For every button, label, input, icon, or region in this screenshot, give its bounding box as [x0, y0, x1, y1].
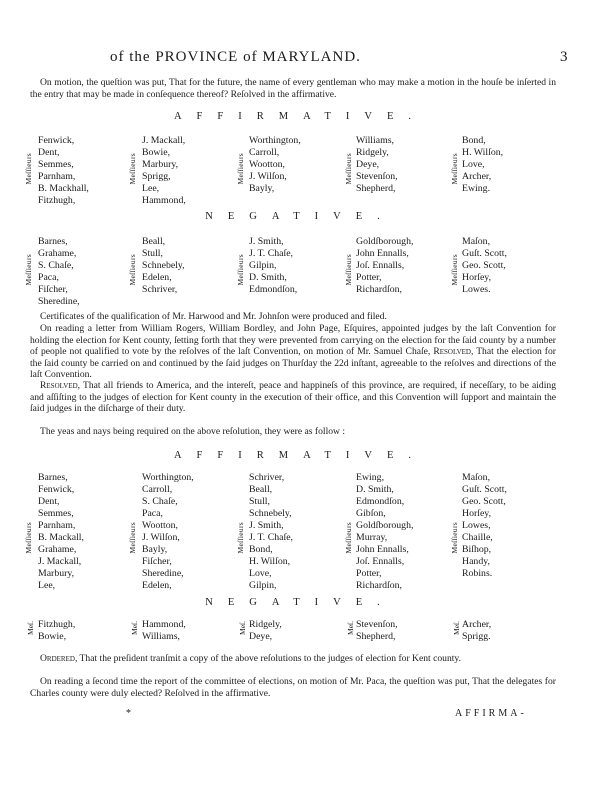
- name-entry: Potter,: [356, 272, 382, 283]
- name-entry: Edmondſon,: [356, 496, 405, 507]
- name-entry: Stevenſon,: [356, 619, 398, 630]
- messieurs-label: Meſſieurs: [236, 254, 245, 286]
- name-entry: J. Wilſon,: [249, 171, 287, 182]
- name-entry: John Ennalls,: [356, 248, 409, 259]
- name-entry: Worthington,: [249, 135, 301, 146]
- messieurs-label: Meſſieurs: [344, 522, 353, 554]
- name-entry: Fitzhugh,: [38, 195, 76, 206]
- heading-negative-1: NEGATIVE.: [205, 211, 395, 222]
- name-column: [38, 619, 75, 643]
- resolved-label: Resolved: [40, 380, 78, 391]
- mef-label: Meſ.: [346, 621, 355, 635]
- name-entry: Bayly,: [249, 183, 275, 194]
- messieurs-label: Meſſieurs: [128, 254, 137, 286]
- name-entry: Parnham,: [38, 520, 76, 531]
- name-entry: Dent,: [38, 496, 60, 507]
- name-entry: Williams,: [356, 135, 394, 146]
- messieurs-label: Meſſieurs: [450, 522, 459, 554]
- name-entry: Grahame,: [38, 248, 77, 259]
- name-column: [142, 236, 185, 296]
- paragraph-charles-county: On reading a ſecond time the report of the committee of elections, on motion of Mr. Paca, the queſtion was put, That the delegates for Charles county were duly elected? Reſolved in the affirmative.: [30, 676, 556, 699]
- name-entry: Potter,: [356, 568, 382, 579]
- name-column: [38, 135, 89, 207]
- name-entry: Schriver,: [249, 472, 285, 483]
- name-entry: Lee,: [142, 183, 160, 194]
- name-entry: H. Wilſon,: [249, 556, 291, 567]
- name-entry: Richardſon,: [356, 580, 402, 591]
- name-entry: Gibſon,: [356, 508, 386, 519]
- name-entry: Love,: [249, 568, 272, 579]
- messieurs-label: Meſſieurs: [24, 254, 33, 286]
- name-entry: Barnes,: [38, 236, 68, 247]
- name-entry: Edelen,: [142, 272, 172, 283]
- name-entry: S. Chaſe,: [38, 260, 74, 271]
- name-entry: Joſ. Ennalls,: [356, 260, 405, 271]
- name-entry: Murray,: [356, 532, 388, 543]
- name-entry: Shepherd,: [356, 183, 396, 194]
- name-entry: Richardſon,: [356, 284, 402, 295]
- name-entry: J. T. Chaſe,: [249, 248, 293, 259]
- messieurs-label: Meſſieurs: [450, 254, 459, 286]
- messieurs-label: Meſſieurs: [128, 153, 137, 185]
- messieurs-label: Meſſieurs: [344, 153, 353, 185]
- name-entry: Sheredine,: [38, 296, 80, 307]
- name-entry: Maſon,: [462, 236, 491, 247]
- name-entry: Goldſborough,: [356, 236, 414, 247]
- name-entry: Fiſcher,: [38, 284, 68, 295]
- name-entry: Deye,: [249, 631, 273, 642]
- name-entry: Edmondſon,: [249, 284, 298, 295]
- name-entry: Bond,: [462, 135, 486, 146]
- name-entry: Gilpin,: [249, 580, 277, 591]
- name-entry: Bayly,: [142, 544, 168, 555]
- name-entry: Joſ. Ennalls,: [356, 556, 405, 567]
- name-entry: Wootton,: [142, 520, 178, 531]
- name-entry: Parnham,: [38, 171, 76, 182]
- name-entry: Lowes.: [462, 284, 491, 295]
- name-entry: Stull,: [142, 248, 163, 259]
- name-entry: Fitzhugh,: [38, 619, 76, 630]
- name-entry: Archer,: [462, 619, 492, 630]
- name-entry: Maſon,: [462, 472, 491, 483]
- name-entry: Handy,: [462, 556, 490, 567]
- name-column: [462, 135, 503, 195]
- name-entry: Bowie,: [38, 631, 67, 642]
- name-entry: Goldſborough,: [356, 520, 414, 531]
- name-column: [249, 619, 282, 643]
- messieurs-label: Meſſieurs: [24, 153, 33, 185]
- name-column: [142, 619, 186, 643]
- name-column: [142, 472, 194, 592]
- name-entry: Bowie,: [142, 147, 171, 158]
- name-column: [356, 472, 413, 592]
- name-entry: John Ennalls,: [356, 544, 409, 555]
- name-column: [249, 135, 301, 195]
- messieurs-label: Meſſieurs: [236, 153, 245, 185]
- name-entry: Ewing.: [462, 183, 491, 194]
- name-entry: Schriver,: [142, 284, 178, 295]
- name-entry: Guſt. Scott,: [462, 248, 507, 259]
- messieurs-label: Meſſieurs: [236, 522, 245, 554]
- name-entry: Fiſcher,: [142, 556, 172, 567]
- name-entry: B. Mackhall,: [38, 183, 89, 194]
- name-entry: Worthington,: [142, 472, 194, 483]
- name-entry: D. Smith,: [356, 484, 394, 495]
- name-entry: B. Mackall,: [38, 532, 84, 543]
- name-entry: Schnebely,: [142, 260, 185, 271]
- page-number: 3: [560, 49, 568, 65]
- name-entry: J. Mackall,: [38, 556, 82, 567]
- name-entry: S. Chaſe,: [142, 496, 178, 507]
- name-entry: Guſt. Scott,: [462, 484, 507, 495]
- name-entry: Bond,: [249, 544, 273, 555]
- name-entry: Horſey,: [462, 272, 492, 283]
- name-entry: Stevenſon,: [356, 171, 398, 182]
- messieurs-label: Meſſieurs: [344, 254, 353, 286]
- heading-negative-2: NEGATIVE.: [205, 597, 395, 608]
- name-entry: Lee,: [38, 580, 56, 591]
- name-entry: Carroll,: [142, 484, 173, 495]
- name-entry: D. Smith,: [249, 272, 287, 283]
- name-entry: Grahame,: [38, 544, 77, 555]
- paragraph-text: , That all friends to America, and the intereſt, peace and happineſs of this province, are required, if neceſſary, to be aiding and aſſiſting to the judges of election for Kent county in the execution of their office, and this Convention will ſupport and maintain the ſaid judges in the diſcharge of their duty.: [30, 380, 556, 414]
- name-column: [38, 236, 80, 308]
- paragraph-text: On reading a letter from William Rogers, William Bordley, and John Page, Eſquires, appointed judges by the laſt Convention for holding the election for Kent county, ſetting forth that they were prevented from carrying on the election for the ſaid county by a number of people not qualified to vote by the reſolves of the laſt Convention, on motion of Mr. Samuel Chaſe,: [30, 323, 556, 357]
- name-column: [462, 236, 507, 296]
- name-entry: Williams,: [142, 631, 180, 642]
- heading-affirmative-2: AFFIRMATIVE.: [173, 450, 427, 461]
- name-entry: Shepherd,: [356, 631, 396, 642]
- mef-label: Meſ.: [130, 621, 139, 635]
- name-entry: Sprigg.: [462, 631, 491, 642]
- paragraph-kent-letter: [30, 323, 556, 381]
- paragraph-text: , That the preſident tranſmit a copy of the above reſolutions to the judges of election for Kent county.: [74, 653, 461, 664]
- name-entry: Lowes,: [462, 520, 491, 531]
- name-entry: J. T. Chaſe,: [249, 532, 293, 543]
- catchword: AFFIRMA-: [455, 708, 527, 719]
- name-entry: Marbury,: [142, 159, 179, 170]
- name-entry: J. Wilſon,: [142, 532, 180, 543]
- paragraph-certificates: Certificates of the qualification of Mr. Harwood and Mr. Johnſon were produced and filed.: [40, 311, 387, 322]
- name-column: [462, 619, 491, 643]
- mef-label: Meſ.: [238, 621, 247, 635]
- name-entry: H. Wilſon,: [462, 147, 504, 158]
- name-entry: Paca,: [142, 508, 163, 519]
- running-title: of the PROVINCE of MARYLAND.: [110, 49, 361, 65]
- name-entry: Gilpin,: [249, 260, 277, 271]
- name-entry: Wootton,: [249, 159, 285, 170]
- name-column: [249, 472, 293, 592]
- name-entry: Edelen,: [142, 580, 172, 591]
- name-entry: Fenwick,: [38, 484, 75, 495]
- name-entry: Sprigg,: [142, 171, 171, 182]
- name-column: [249, 236, 297, 296]
- name-entry: Ridgely,: [356, 147, 389, 158]
- name-entry: J. Smith,: [249, 520, 284, 531]
- name-entry: Carroll,: [249, 147, 280, 158]
- name-entry: Love,: [462, 159, 485, 170]
- name-entry: Barnes,: [38, 472, 68, 483]
- name-entry: Archer,: [462, 171, 492, 182]
- name-column: [462, 472, 507, 580]
- ordered-label: Ordered: [40, 653, 75, 664]
- paragraph-ordered: [30, 653, 556, 665]
- mef-label: Meſ.: [452, 621, 461, 635]
- messieurs-label: Meſſieurs: [128, 522, 137, 554]
- name-entry: Beall,: [142, 236, 166, 247]
- name-entry: Biſhop,: [462, 544, 492, 555]
- name-entry: Deye,: [356, 159, 380, 170]
- name-entry: J. Mackall,: [142, 135, 186, 146]
- name-entry: Paca,: [38, 272, 59, 283]
- name-entry: Schnebely,: [249, 508, 292, 519]
- mef-label: Meſ.: [26, 621, 35, 635]
- name-column: [38, 472, 84, 592]
- name-entry: Semmes,: [38, 508, 74, 519]
- name-entry: Semmes,: [38, 159, 74, 170]
- name-entry: J. Smith,: [249, 236, 284, 247]
- page-header: [0, 49, 600, 69]
- name-entry: Ewing,: [356, 472, 385, 483]
- name-entry: Sheredine,: [142, 568, 184, 579]
- name-entry: Ridgely,: [249, 619, 282, 630]
- name-entry: Fenwick,: [38, 135, 75, 146]
- heading-affirmative-1: AFFIRMATIVE.: [173, 111, 427, 122]
- paragraph-yeas-nays: The yeas and nays being required on the above reſolution, they were as follow :: [40, 426, 346, 437]
- name-entry: Geo. Scott,: [462, 260, 506, 271]
- paragraph-text: , That the election for the ſaid county be carried on and continued by the ſaid judges on Thurſday the 22d inſtant, agreeable to the reſolves and directions of the laſt Convention.: [30, 346, 556, 380]
- name-column: [356, 135, 398, 195]
- name-entry: Stull,: [249, 496, 270, 507]
- name-entry: Geo. Scott,: [462, 496, 506, 507]
- name-column: [142, 135, 186, 207]
- name-entry: Chaille,: [462, 532, 493, 543]
- name-entry: Marbury,: [38, 568, 75, 579]
- messieurs-label: Meſſieurs: [450, 153, 459, 185]
- name-entry: Hammond,: [142, 195, 186, 206]
- name-entry: Hammond,: [142, 619, 186, 630]
- name-column: [356, 236, 413, 296]
- name-entry: Horſey,: [462, 508, 492, 519]
- printer-mark: *: [126, 708, 131, 719]
- paragraph-motion-names: On motion, the queſtion was put, That for the future, the name of every gentleman who may make a motion in the houſe be inſerted in the entry that may be made in conſequence thereof? Reſolved in the affirmative.: [30, 77, 556, 100]
- name-entry: Dent,: [38, 147, 60, 158]
- name-entry: Beall,: [249, 484, 273, 495]
- messieurs-label: Meſſieurs: [24, 522, 33, 554]
- resolved-label: Resolved: [433, 346, 471, 357]
- paragraph-friends-resolution: [30, 380, 556, 415]
- name-entry: Robins.: [462, 568, 493, 579]
- name-column: [356, 619, 398, 643]
